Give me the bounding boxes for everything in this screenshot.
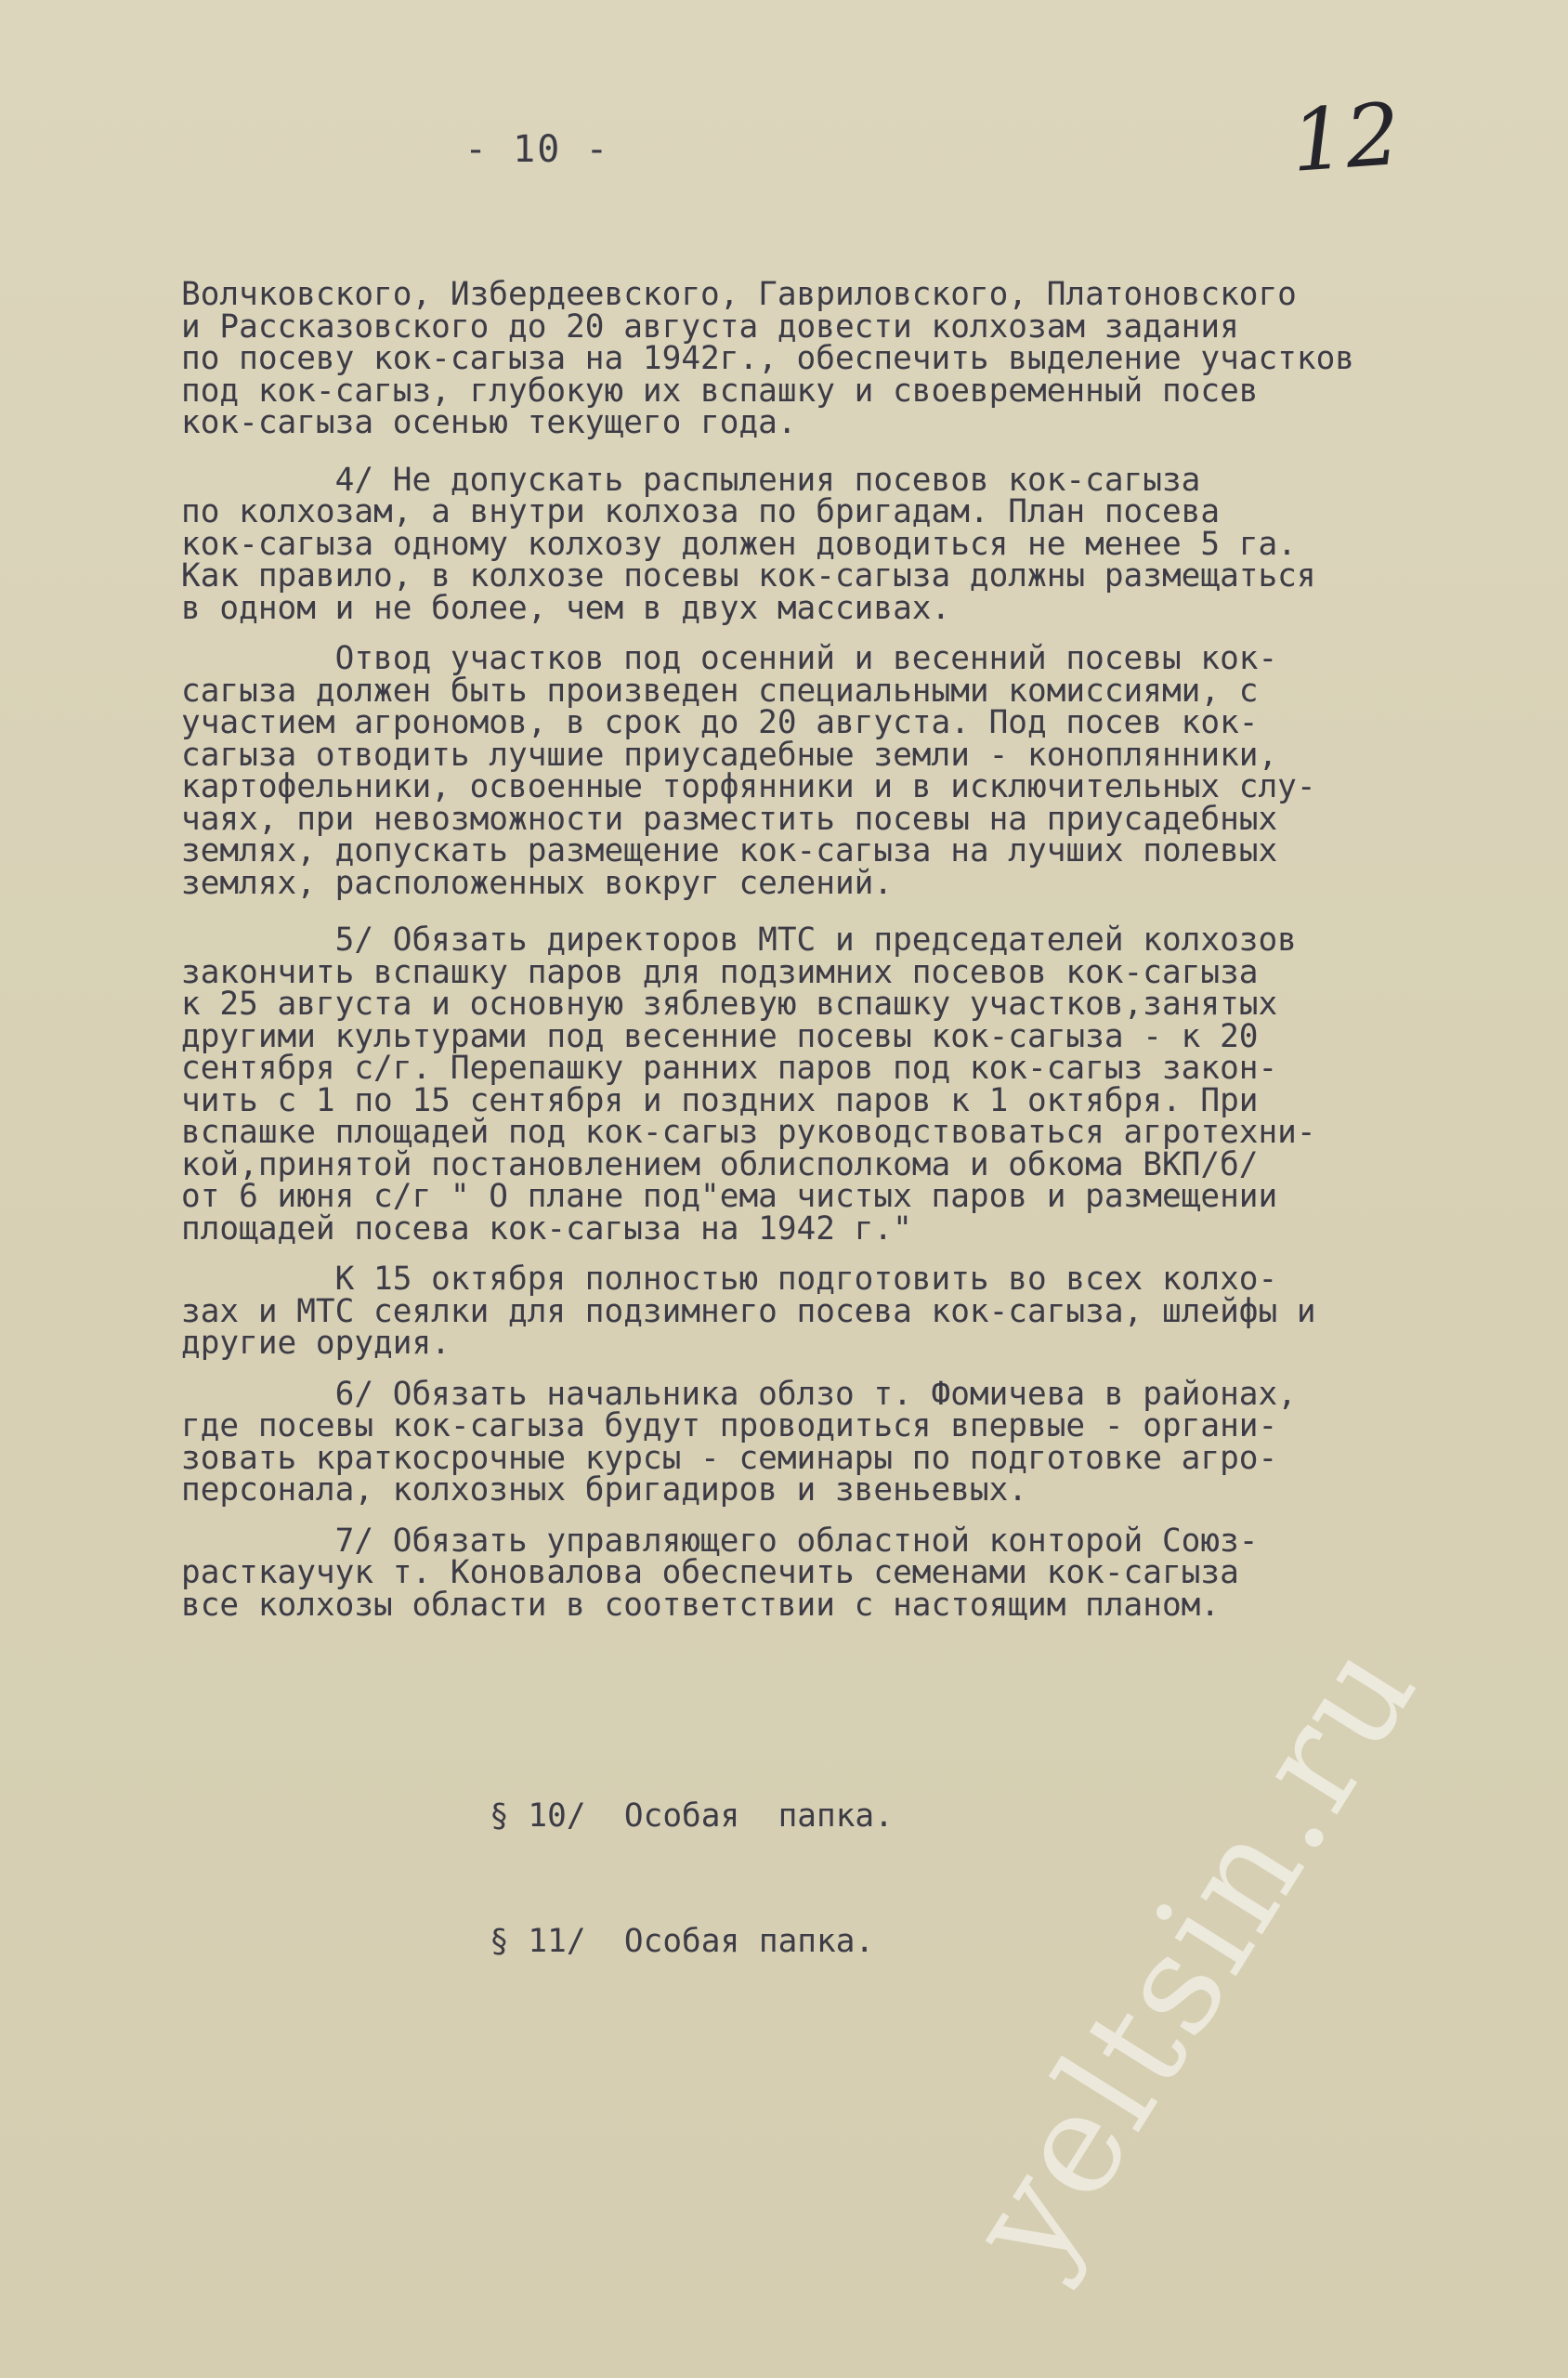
text-line: все колхозы области в соответствии с настоящим планом. bbox=[181, 1586, 1221, 1624]
paragraph-item-7 bbox=[181, 1522, 1547, 1624]
paragraph-item-4 bbox=[181, 461, 1547, 627]
text-line: Волчковского, Избердеевского, Гавриловского, Платоновского bbox=[181, 276, 1297, 313]
text-line: землях, расположенных вокруг селений. bbox=[181, 864, 894, 902]
text-line: сагыза должен быть произведен специальными комиссиями, с bbox=[181, 672, 1259, 710]
text-line: картофельники, освоенные торфянники и в исключительных слу- bbox=[181, 768, 1316, 805]
text-line: персонала, колхозных бригадиров и звеньевых. bbox=[181, 1471, 1028, 1509]
text-line: от 6 июня с/г " О плане под"ема чистых паров и размещении bbox=[181, 1178, 1278, 1215]
text-line: под кок-сагыз, глубокую их вспашку и своевременный посев bbox=[181, 372, 1259, 410]
text-line: по посеву кок-сагыза на 1942г., обеспечить выделение участков bbox=[181, 340, 1354, 377]
text-line: площадей посева кок-сагыза на 1942 г." bbox=[181, 1209, 912, 1248]
text-line: чить с 1 по 15 сентября и поздних паров к 1 октября. При bbox=[181, 1081, 1259, 1119]
text-line: закончить вспашку паров для подзимних посевов кок-сагыза bbox=[181, 953, 1259, 991]
text-line: 4/ Не допускать распыления посевов кок-сагыза bbox=[181, 461, 1201, 499]
paragraph-item-5 bbox=[181, 921, 1547, 1248]
text-line: к 25 августа и основную зяблевую вспашку участков,занятых bbox=[181, 986, 1278, 1023]
text-line: 7/ Обязать управляющего областной конторой Союз- bbox=[181, 1522, 1259, 1560]
watermark: yeltsin.ru bbox=[938, 1613, 1449, 2297]
text-line: чаях, при невозможности разместить посевы на приусадебных bbox=[181, 800, 1278, 838]
text-line: 6/ Обязать начальника облзо т. Фомичева в районах, bbox=[181, 1375, 1297, 1413]
paragraph-item-6 bbox=[181, 1375, 1547, 1509]
text-line: землях, допускать размещение кок-сагыза на лучших полевых bbox=[181, 832, 1278, 869]
text-line: расткаучук т. Коновалова обеспечить семенами кок-сагыза bbox=[181, 1554, 1239, 1591]
text-line: участием агрономов, в срок до 20 августа. Под посев кок- bbox=[181, 704, 1259, 741]
text-line: другие орудия. bbox=[181, 1325, 451, 1362]
paragraph-seeders bbox=[181, 1263, 1547, 1360]
text-line: другими культурами под весенние посевы кок-сагыза - к 20 bbox=[181, 1017, 1259, 1055]
text-line: вспашке площадей под кок-сагыз руководствоваться агротехни- bbox=[181, 1114, 1316, 1151]
text-line: кой,принятой постановлением облисполкома и обкома ВКП/б/ bbox=[181, 1145, 1259, 1183]
text-line: зах и МТС сеялки для подзимнего посева кок-сагыза, шлейфы и bbox=[181, 1292, 1316, 1330]
text-line: в одном и не более, чем в двух массивах. bbox=[181, 589, 951, 627]
text-line: кок-сагыза осенью текущего года. bbox=[181, 404, 797, 441]
document-body bbox=[181, 276, 1547, 1624]
section-10-special-folder: § 10/ Особая папка. bbox=[490, 1797, 894, 1835]
text-line: по колхозам, а внутри колхоза по бригадам. План посева bbox=[181, 493, 1221, 530]
text-line: и Рассказовского до 20 августа довести колхозам задания bbox=[181, 307, 1239, 346]
paragraph-districts bbox=[181, 276, 1547, 441]
paragraph-plot-allocation bbox=[181, 640, 1547, 902]
text-line: кок-сагыза одному колхозу должен доводиться не менее 5 га. bbox=[181, 525, 1297, 563]
text-line: Отвод участков под осенний и весенний посевы кок- bbox=[181, 640, 1278, 677]
page-number: - 10 - bbox=[464, 128, 610, 171]
text-line: 5/ Обязать директоров МТС и председателей колхозов bbox=[181, 921, 1297, 959]
section-11-special-folder: § 11/ Особая папка. bbox=[490, 1923, 875, 1960]
handwritten-folio-number: 12 bbox=[1287, 85, 1404, 191]
text-line: К 15 октября полностью подготовить во всех колхо- bbox=[181, 1261, 1278, 1298]
text-line: зовать краткосрочные курсы - семинары по подготовке агро- bbox=[181, 1439, 1278, 1477]
text-line: Как правило, в колхозе посевы кок-сагыза должны размещаться bbox=[181, 557, 1316, 594]
text-line: сентября с/г. Перепашку ранних паров под кок-сагыз закон- bbox=[181, 1050, 1278, 1087]
text-line: где посевы кок-сагыза будут проводиться впервые - органи- bbox=[181, 1407, 1278, 1444]
text-line: сагыза отводить лучшие приусадебные земли - коноплянники, bbox=[181, 736, 1278, 774]
